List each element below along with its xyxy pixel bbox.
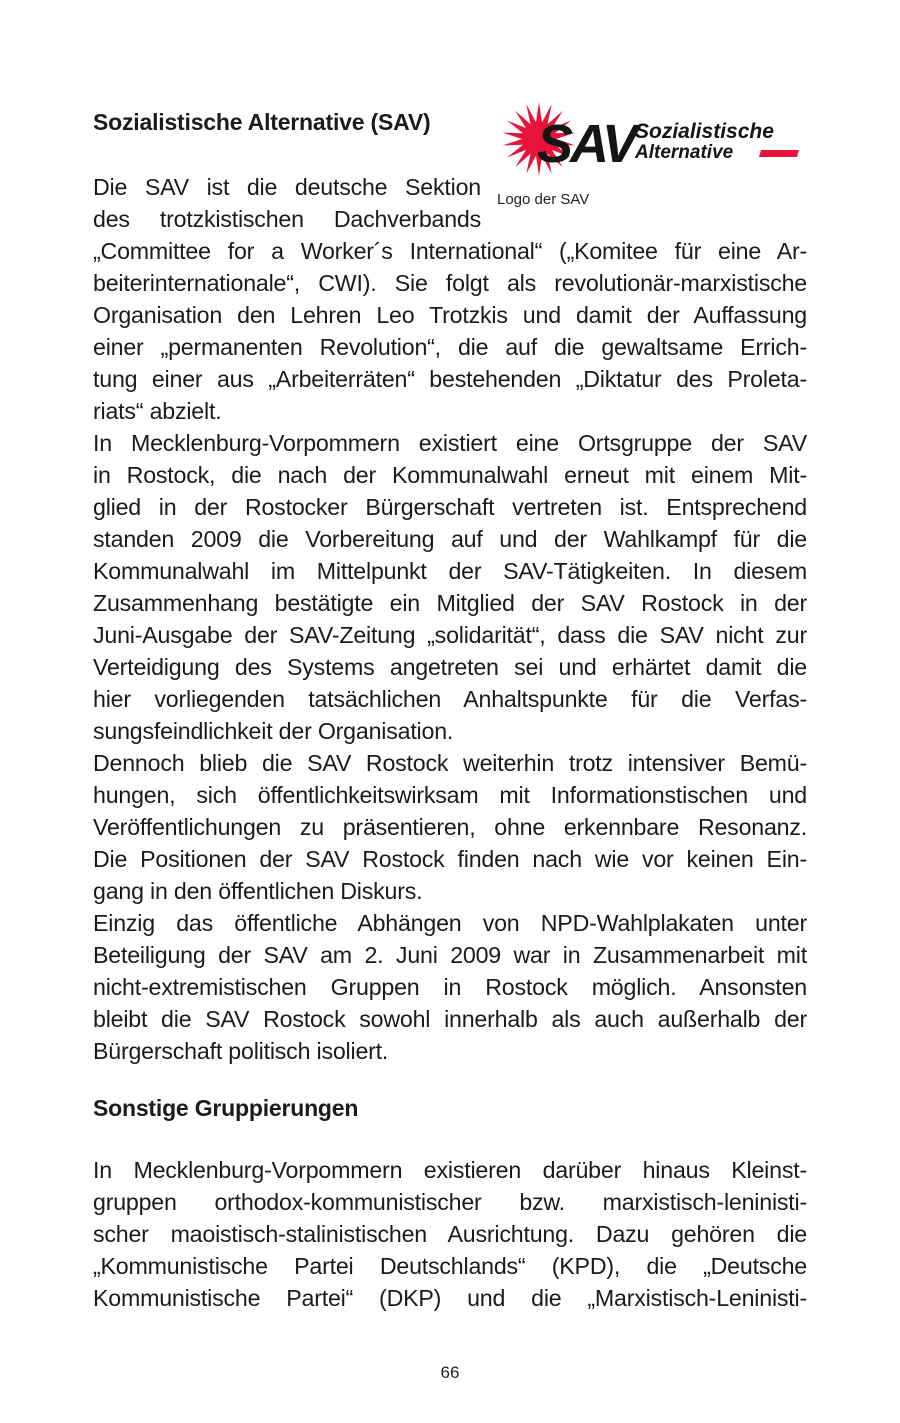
text-line: Kommunistische Partei“ (DKP) und die „Marxistisch-Leninisti- <box>93 1285 807 1311</box>
text-line: „Committee for a Worker´s International“ („Komitee für eine Ar- <box>93 238 807 264</box>
logo-word-sozialistische: Sozialistische <box>635 120 774 143</box>
logo-letters: SAV <box>537 114 636 174</box>
text-line: gruppen orthodox-kommunistischer bzw. marxistisch-leninisti- <box>93 1189 807 1215</box>
page-number: 66 <box>440 1363 460 1382</box>
text-line: gang in den öffentlichen Diskurs. <box>93 878 423 904</box>
text-line: scher maoistisch-stalinistischen Ausrichtung. Dazu gehören die <box>93 1221 807 1247</box>
text-line: sungsfeindlichkeit der Organisation. <box>93 718 454 744</box>
text-line: in Rostock, die nach der Kommunalwahl erneut mit einem Mit- <box>93 462 807 488</box>
text-line: Beteiligung der SAV am 2. Juni 2009 war in Zusammenarbeit mit <box>93 942 807 968</box>
text-line: standen 2009 die Vorbereitung auf und der Wahlkampf für die <box>93 526 807 552</box>
text-line: hier vorliegenden tatsächlichen Anhaltspunkte für die Verfas- <box>93 686 807 712</box>
sav-logo <box>499 100 801 178</box>
text-line: glied in der Rostocker Bürgerschaft vertreten ist. Entsprechend <box>93 494 807 520</box>
text-line: Die SAV ist die deutsche Sektion <box>93 174 481 200</box>
text-line: nicht-extremistischen Gruppen in Rostock möglich. Ansonsten <box>93 974 807 1000</box>
logo-bar <box>759 150 799 157</box>
text-line: des trotzkistischen Dachverbands <box>93 206 481 232</box>
text-line: beiterinternationale“, CWI). Sie folgt als revolutionär-marxistische <box>93 270 807 296</box>
text-line: Veröffentlichungen zu präsentieren, ohne erkennbare Resonanz. <box>93 814 807 840</box>
text-line: „Kommunistische Partei Deutschlands“ (KPD), die „Deutsche <box>93 1253 807 1279</box>
text-line: In Mecklenburg-Vorpommern existiert eine Ortsgruppe der SAV <box>93 430 807 456</box>
text-line: Organisation den Lehren Leo Trotzkis und damit der Auffassung <box>93 302 807 328</box>
text-line: hungen, sich öffentlichkeitswirksam mit Informationstischen und <box>93 782 807 808</box>
text-line: Dennoch blieb die SAV Rostock weiterhin trotz intensiver Bemü- <box>93 750 807 776</box>
text-line: In Mecklenburg-Vorpommern existieren darüber hinaus Kleinst- <box>93 1157 807 1183</box>
text-line: Zusammenhang bestätigte ein Mitglied der SAV Rostock in der <box>93 590 807 616</box>
text-line: Bürgerschaft politisch isoliert. <box>93 1038 389 1064</box>
text-line: tung einer aus „Arbeiterräten“ bestehenden „Diktatur des Proleta- <box>93 366 807 392</box>
document-page <box>93 0 807 1423</box>
text-line: Verteidigung des Systems angetreten sei und erhärtet damit die <box>93 654 807 680</box>
logo-word-alternative: Alternative <box>635 142 734 163</box>
text-line: Juni-Ausgabe der SAV-Zeitung „solidarität“, dass die SAV nicht zur <box>93 622 807 648</box>
logo-caption: Logo der SAV <box>497 191 590 208</box>
text-line: einer „permanenten Revolution“, die auf die gewaltsame Errich- <box>93 334 807 360</box>
text-line: Die Positionen der SAV Rostock finden nach wie vor keinen Ein- <box>93 846 807 872</box>
section-heading-sonstige: Sonstige Gruppierungen <box>93 1095 359 1121</box>
text-line: bleibt die SAV Rostock sowohl innerhalb als auch außerhalb der <box>93 1006 807 1032</box>
text-line: Einzig das öffentliche Abhängen von NPD-Wahlplakaten unter <box>93 910 807 936</box>
text-line: Kommunalwahl im Mittelpunkt der SAV-Tätigkeiten. In diesem <box>93 558 807 584</box>
section-heading-sav: Sozialistische Alternative (SAV) <box>93 109 431 135</box>
text-line: riats“ abzielt. <box>93 398 222 424</box>
